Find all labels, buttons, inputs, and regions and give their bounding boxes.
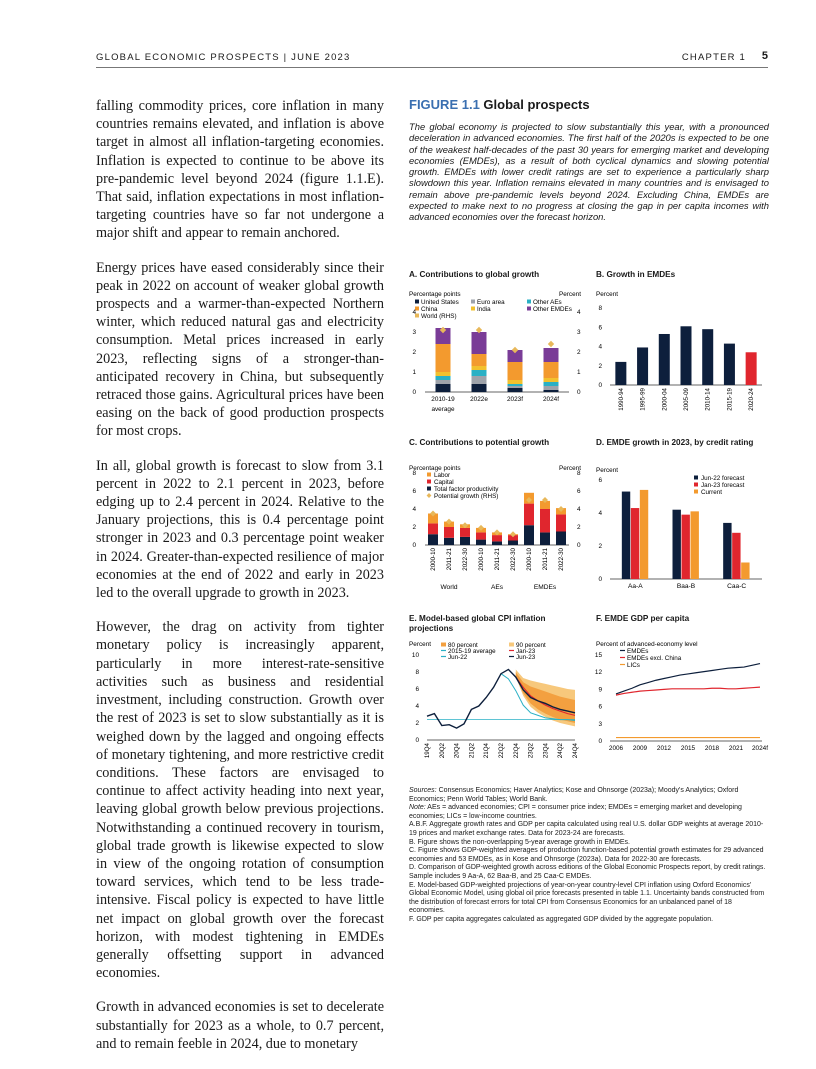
panel-c-chart xyxy=(409,462,589,602)
panel-c-xtick: 2000-10 xyxy=(478,548,485,571)
panel-b-bar xyxy=(637,347,648,385)
panel-b xyxy=(596,270,768,420)
panel-a-bar-segment xyxy=(436,344,451,372)
panel-b-ytick: 2 xyxy=(598,362,602,370)
panel-d-chart xyxy=(596,466,768,596)
panel-d-ylabel: Percent xyxy=(596,467,619,474)
panel-d-bar xyxy=(673,510,681,579)
panel-a-bar-segment xyxy=(472,354,487,366)
panel-e-xtick: 21Q2 xyxy=(468,743,476,759)
body-text xyxy=(96,97,384,1069)
panel-e-legend-swatch xyxy=(509,643,514,647)
panel-f-line-emdes-excl-china xyxy=(616,687,760,695)
panel-c-legend-label: Capital xyxy=(434,479,454,486)
panel-a-bar-segment xyxy=(508,380,523,384)
panel-a-left-ytick: 0 xyxy=(412,389,416,396)
panel-c-right-ytick: 6 xyxy=(577,488,581,495)
panel-b-bar xyxy=(659,334,670,385)
panel-a-legend-label: United States xyxy=(421,299,459,306)
panel-e-ytick: 8 xyxy=(415,669,419,676)
panel-b-xtick: 2020-24 xyxy=(748,388,756,411)
panel-d-title: D. EMDE growth in 2023, by credit rating xyxy=(596,438,754,447)
panel-f-legend-label: EMDEs xyxy=(627,648,649,655)
panel-e-title: E. Model-based global CPI inflation projections xyxy=(409,614,546,633)
panel-f-xtick: 2015 xyxy=(680,745,696,752)
panel-a-legend-label: China xyxy=(421,306,438,313)
panel-c-bar-segment xyxy=(492,535,502,541)
panel-a-legend-label: Other EMDEs xyxy=(533,306,572,313)
panel-b-xtick: 2000-04 xyxy=(661,388,669,411)
panel-b-xtick: 2015-19 xyxy=(726,388,734,411)
note-b: B. Figure shows the non-overlapping 5-year average growth in EMDEs. xyxy=(409,838,630,846)
panel-a-xtick: 2023f xyxy=(507,396,523,403)
panel-e-ylabel: Percent xyxy=(409,641,432,648)
panel-a-bar-segment xyxy=(436,384,451,392)
panel-a-legend-swatch xyxy=(527,307,531,311)
panel-c-group-label: AEs xyxy=(490,584,504,591)
panel-e-ytick: 10 xyxy=(411,652,419,659)
panel-f-chart xyxy=(596,639,768,779)
panel-c-group-label: World xyxy=(440,584,458,591)
panel-b-ytick: 8 xyxy=(598,305,602,312)
panel-a-world-marker xyxy=(548,341,554,347)
panel-e-legend-label: 90 percent xyxy=(516,642,546,649)
panel-c-bar-segment xyxy=(524,525,534,545)
panel-c-bar-segment xyxy=(508,541,518,546)
panel-c-bar-segment xyxy=(444,538,454,545)
note-text: AEs = advanced economies; CPI = consumer price index; EMDEs = emerging market and developing economies; LICs = low-income countries. xyxy=(409,804,742,820)
figure-notes xyxy=(409,787,769,925)
panel-b-ytick: 6 xyxy=(598,324,602,332)
panel-a-ylabel-right: Percent xyxy=(558,291,581,298)
panel-e-xtick: 20Q2 xyxy=(438,743,446,759)
panel-c-left-ytick: 8 xyxy=(412,470,416,477)
panel-d-bar xyxy=(732,533,740,579)
panel-a-chart xyxy=(409,288,589,416)
panel-b-xtick: 2010-14 xyxy=(704,388,712,411)
panel-f-ytick: 6 xyxy=(598,703,602,711)
panel-e-xtick: 24Q4 xyxy=(572,743,579,759)
running-head-title: GLOBAL ECONOMIC PROSPECTS | JUNE 2023 xyxy=(96,52,351,63)
panel-c-legend-swatch xyxy=(427,487,431,491)
panel-c-bar-segment xyxy=(428,523,438,534)
note-d: D. Comparison of GDP-weighted growth across editions of the Global Economic Prospects report, by credit ratings. Sample includes 9 Aa-A, 62 Baa-B, and 25 Caa-C EMDEs. xyxy=(409,864,766,880)
panel-b-ytick: 0 xyxy=(598,382,602,389)
panel-d-bar xyxy=(723,523,731,579)
panel-b-xtick: 2005-09 xyxy=(683,388,690,411)
panel-b-bar xyxy=(615,362,626,385)
panel-e-xtick: 23Q2 xyxy=(527,743,535,759)
paragraph-1: falling commodity prices, core inflation in many countries remains elevated, and inflation is above target in almost all inflation-targeting economies. Inflation is expected to continue to be above its pre-pandemic level beyond 2024 (figure 1.1.E). That said, inflation expectations in most inflation-targeting countries have so far not undergone a major shift and appear to remain anchored. xyxy=(96,98,384,242)
panel-c-bar-segment xyxy=(556,532,566,546)
panel-c-left-ytick: 4 xyxy=(412,506,416,513)
panel-d-legend-swatch xyxy=(694,490,698,494)
panel-a-xtick: 2024f xyxy=(543,396,559,403)
panel-f xyxy=(596,614,768,779)
paragraph-5: Growth in advanced economies is set to decelerate substantially for 2023 as a whole, to 0.7 percent, and to remain feeble in 2024, due to monetary xyxy=(96,999,384,1052)
panel-f-xtick: 2009 xyxy=(632,745,648,752)
panel-d-legend-label: Jun-22 forecast xyxy=(701,475,745,482)
panel-a-legend-swatch xyxy=(471,300,475,304)
panel-f-title: F. EMDE GDP per capita xyxy=(596,614,690,623)
panel-c-right-ytick: 0 xyxy=(577,542,581,549)
panel-a-legend-label: Euro area xyxy=(477,299,505,306)
panel-a-left-ytick: 2 xyxy=(412,349,416,356)
panel-a-bar-segment xyxy=(508,388,523,392)
panel-e-xtick: 19Q4 xyxy=(424,743,431,759)
panel-e-legend-label: 2015-19 average xyxy=(448,648,496,655)
paragraph-4: However, the drag on activity from tighter monetary policy is increasingly apparent, particularly in more interest-rate-sensitive activities such as business and residential investment, including construction. Growth over the rest of 2023 is set to slow substantially as it is weighed down by the lagged and ongoing effects of monetary tightening, and more restrictive credit conditions. These factors are envisaged to continue to affect activity heading into next year, leaving global growth below previous projections. Notwithstanding a continued recovery in tourism, global trade growth is likewise expected to slow in view of the ongoing rotation of consumption toward services, which tend to be less trade-intensive. Fiscal policy is expected to have little net impact on global growth over the forecast horizon, with modest tightening in EMDEs generally offsetting support in advanced economies. xyxy=(96,619,384,982)
panel-d-bar xyxy=(631,508,639,579)
panel-c-legend-swatch xyxy=(427,473,431,477)
panel-d-xtick: Caa-C xyxy=(727,583,747,590)
panel-a-title: A. Contributions to global growth xyxy=(409,270,540,279)
panel-e-ytick: 2 xyxy=(415,720,419,727)
panel-a-bar-segment xyxy=(472,384,487,392)
panel-a-left-ytick: 4 xyxy=(412,309,416,316)
panel-f-legend-label: LICs xyxy=(627,662,640,669)
panel-c-xtick: 2000-10 xyxy=(430,548,437,571)
panel-c-right-ytick: 2 xyxy=(577,524,581,531)
panel-e-xtick: 24Q2 xyxy=(557,743,565,759)
panel-e-legend-label: Jan-23 xyxy=(516,648,536,655)
panel-a-bar-segment xyxy=(544,390,559,392)
panel-d-legend-swatch xyxy=(694,476,698,480)
note-f: F. GDP per capita aggregates calculated as aggregated GDP divided by the aggregate population. xyxy=(409,915,714,923)
panel-a-bar-segment xyxy=(508,362,523,380)
panel-a-bar-segment xyxy=(544,348,559,362)
panel-a-bar-segment xyxy=(508,384,523,386)
panel-a-right-ytick: 0 xyxy=(577,389,581,396)
panel-c xyxy=(409,438,589,598)
note-abf: A.B.F. Aggregate growth rates and GDP per capita calculated using real U.S. dollar GDP weights at average 2010-19 prices and market exchange rates. Data for 2023-24 are forecasts. xyxy=(409,821,764,837)
panel-d-legend-label: Jan-23 forecast xyxy=(701,482,745,489)
panel-a-bar-segment xyxy=(436,376,451,380)
panel-a-legend-label: Other AEs xyxy=(533,299,562,306)
panel-c-legend-label: Total factor productivity xyxy=(434,486,499,493)
abbrev-note xyxy=(409,804,769,821)
panel-d-bar xyxy=(682,515,690,579)
panel-f-ytick: 0 xyxy=(598,738,602,745)
panel-a-bar-segment xyxy=(508,386,523,388)
panel-d-legend-swatch xyxy=(694,483,698,487)
panel-d-bar xyxy=(622,492,630,579)
panel-c-bar-segment xyxy=(540,509,550,532)
panel-c-left-ytick: 0 xyxy=(412,542,416,549)
panel-a-legend-swatch xyxy=(415,300,419,304)
panel-b-bar xyxy=(702,329,713,385)
panel-e-xtick: 23Q4 xyxy=(542,743,550,759)
figure-title xyxy=(409,97,769,112)
figure-title-text: Global prospects xyxy=(483,97,590,112)
panel-d-ytick: 6 xyxy=(598,477,602,484)
panel-c-legend-marker xyxy=(427,493,432,498)
panel-c-legend-label: Labor xyxy=(434,472,451,479)
panel-f-xtick: 2006 xyxy=(608,745,624,752)
note-c: C. Figure shows GDP-weighted averages of production function-based potential growth estimates for 29 advanced economies and 53 EMDEs, as in Kose and Ohnsorge (2023a). Data for 2022-30 are forecasts. xyxy=(409,847,764,863)
figure-1-1 xyxy=(409,97,769,223)
panel-e-legend-label: Jun-23 xyxy=(516,654,536,661)
panel-b-bar xyxy=(724,344,735,385)
figure-number: FIGURE 1.1 xyxy=(409,97,480,112)
sources-note xyxy=(409,787,769,804)
panel-f-xtick: 2018 xyxy=(704,745,720,752)
panel-c-legend-swatch xyxy=(427,480,431,484)
panel-b-bar xyxy=(746,352,757,385)
panel-a-bar-segment xyxy=(472,376,487,384)
panel-f-ytick: 9 xyxy=(598,686,602,694)
panel-b-xtick: 1990-94 xyxy=(617,388,625,411)
figure-intro: The global economy is projected to slow substantially this year, with a pronounced deceleration in advanced economies. The first half of the 2020s is expected to be one of the weakest half-decades of the past 30 years for emerging market and developing economies (EMDEs), as a result of both cyclical dynamics and slowing potential growth. EMDEs with lower credit ratings are set to experience a particularly sharp slowdown this year. Inflation remains elevated in many countries and is envisaged to remain above pre-pandemic levels beyond 2024. Excluding China, EMDEs are expected to make next to no progress at closing the gap in per capita incomes with advanced economies over the forecast horizon. xyxy=(409,121,769,223)
running-head-chapter: CHAPTER 1 xyxy=(681,52,746,63)
panel-c-bar-segment xyxy=(524,504,534,526)
panel-c-bar-segment xyxy=(428,534,438,545)
panel-c-bar-segment xyxy=(460,528,470,537)
panel-e-xtick: 20Q4 xyxy=(453,743,461,759)
panel-b-xtick: 1995-99 xyxy=(639,388,647,411)
paragraph-3: In all, global growth is forecast to slow from 3.1 percent in 2022 to 2.1 percent in 2023, before edging up to 2.4 percent in 2024. Relative to the January projections, this is 0.4 percentage point stronger in 2023 and 0.3 percentage point weaker in 2024. Greater-than-expected resilience of major economies at the end of 2022 and early in 2023 led to the overall upgrade to growth in 2023. xyxy=(96,457,384,602)
panel-e-ytick: 6 xyxy=(415,686,419,693)
panel-f-ytick: 12 xyxy=(594,669,602,677)
panel-a-bar-segment xyxy=(544,382,559,386)
panel-b-chart xyxy=(596,288,768,420)
panel-c-left-ytick: 2 xyxy=(412,524,416,531)
panel-a-bar-segment xyxy=(472,366,487,370)
panel-c-xtick: 2022-30 xyxy=(462,548,469,571)
panel-d xyxy=(596,438,768,598)
panel-a-bar-segment xyxy=(472,370,487,376)
panel-c-bar-segment xyxy=(460,537,470,545)
panel-e-chart xyxy=(409,639,589,779)
panel-d-ytick: 4 xyxy=(598,510,602,517)
panel-a-right-ytick: 3 xyxy=(577,329,581,336)
panel-a-right-ytick: 2 xyxy=(577,349,581,356)
panel-b-title: B. Growth in EMDEs xyxy=(596,270,676,279)
panel-a-bar-segment xyxy=(436,372,451,376)
panel-d-bar xyxy=(741,563,749,580)
panel-e-legend-label: Jun-22 xyxy=(448,654,468,661)
panel-d-ytick: 0 xyxy=(598,576,602,583)
panel-e-ytick: 0 xyxy=(415,737,419,744)
panel-c-ylabel-right: Percent xyxy=(558,465,581,472)
panel-a-left-ytick: 3 xyxy=(412,329,416,336)
panel-e-legend-swatch xyxy=(441,643,446,647)
panel-c-xtick: 2000-10 xyxy=(526,548,533,571)
panel-a-xtick-sub: average xyxy=(431,406,455,413)
note-e: E. Model-based GDP-weighted projections of year-on-year country-level CPI inflation using Oxford Economics' Global Economic Model, using global oil price forecasts presented in table 1.1. Uncertainty bands constructed from the distribution of forecast errors for total CPI from Consensus Economics for an unbalanced panel of 18 economies. xyxy=(409,881,765,915)
panel-a-legend-swatch xyxy=(471,307,475,311)
panel-c-bar-segment xyxy=(444,527,454,538)
panel-e-xtick: 22Q4 xyxy=(512,743,520,759)
note-label: Note: xyxy=(409,804,426,812)
panel-c-title: C. Contributions to potential growth xyxy=(409,438,550,447)
panel-a-bar-segment xyxy=(436,380,451,384)
panel-a-right-ytick: 4 xyxy=(577,309,581,316)
panel-a-xtick: 2022e xyxy=(470,396,488,403)
panel-d-legend-label: Current xyxy=(701,489,722,496)
paragraph-2: Energy prices have eased considerably since their peak in 2022 on account of weaker global growth prospects and a warmer-than-expected Northern winter, which reduced natural gas and electricity consumption. Metal prices increased in early 2023, reflecting signs of a stronger-than-anticipated recovery in China, but subsequently retraced those gains. Agricultural prices have been easing on the back of good production prospects for most crops. xyxy=(96,259,384,440)
panel-c-bar-segment xyxy=(556,514,566,531)
panel-b-ylabel: Percent xyxy=(596,291,619,298)
panel-a-legend-label: India xyxy=(477,306,491,313)
panel-c-right-ytick: 8 xyxy=(577,470,581,477)
panel-f-ytick: 3 xyxy=(598,720,602,728)
panel-a-bar-segment xyxy=(544,386,559,390)
panel-a-right-ytick: 1 xyxy=(577,369,581,376)
page-number: 5 xyxy=(761,50,768,62)
panel-f-legend-label: EMDEs excl. China xyxy=(627,655,682,662)
panel-c-xtick: 2011-21 xyxy=(446,548,453,571)
panel-c-xtick: 2011-21 xyxy=(542,548,549,571)
panel-c-xtick: 2022-30 xyxy=(558,548,565,571)
panel-c-bar-segment xyxy=(492,541,502,545)
panel-d-xtick: Aa-A xyxy=(627,583,643,590)
panel-c-bar-segment xyxy=(476,540,486,545)
panel-c-bar-segment xyxy=(540,532,550,545)
panel-f-xtick: 2021 xyxy=(728,745,744,752)
panel-e-legend-label: 80 percent xyxy=(448,642,478,649)
panel-c-bar-segment xyxy=(476,532,486,539)
panel-f-xtick: 2012 xyxy=(656,745,672,752)
panel-d-bar xyxy=(640,490,648,579)
panel-f-ylabel: Percent of advanced-economy level xyxy=(596,641,698,648)
panel-c-legend-label: Potential growth (RHS) xyxy=(434,493,499,500)
panel-a-ylabel-left: Percentage points xyxy=(409,291,461,298)
sources-text: Consensus Economics; Haver Analytics; Kose and Ohnsorge (2023a); Moody's Analytics; Oxford Economics; Penn World Tables; World Bank. xyxy=(409,787,739,803)
panel-b-bar xyxy=(681,326,692,385)
panel-a-legend-swatch xyxy=(527,300,531,304)
panel-d-bar xyxy=(691,511,699,579)
panel-a-legend-label: World (RHS) xyxy=(421,313,457,320)
panel-f-ytick: 15 xyxy=(594,652,602,659)
panel-a xyxy=(409,270,589,413)
panel-c-group-label: EMDEs xyxy=(533,584,557,591)
panel-a-bar-segment xyxy=(472,332,487,354)
panel-c-right-ytick: 4 xyxy=(577,506,581,513)
panel-d-ytick: 2 xyxy=(598,543,602,550)
panel-b-ytick: 4 xyxy=(598,343,602,351)
panel-c-left-ytick: 6 xyxy=(412,488,416,495)
panel-e-ytick: 4 xyxy=(415,703,419,710)
panel-c-ylabel-left: Percentage points xyxy=(409,465,461,472)
panel-f-xtick: 2024f xyxy=(752,745,768,752)
panel-e xyxy=(409,614,589,779)
panel-a-left-ytick: 1 xyxy=(412,369,416,376)
panel-a-bar-segment xyxy=(544,362,559,378)
panel-d-xtick: Baa-B xyxy=(676,583,696,590)
panel-a-bar-segment xyxy=(544,378,559,382)
sources-label: Sources: xyxy=(409,787,437,794)
panel-c-xtick: 2011-21 xyxy=(494,548,501,571)
panel-e-xtick: 22Q2 xyxy=(498,743,505,759)
panel-a-xtick: 2010-19 xyxy=(431,396,455,403)
panel-c-xtick: 2022-30 xyxy=(510,548,517,571)
panel-e-xtick: 21Q4 xyxy=(483,743,491,759)
header-rule xyxy=(96,67,768,68)
